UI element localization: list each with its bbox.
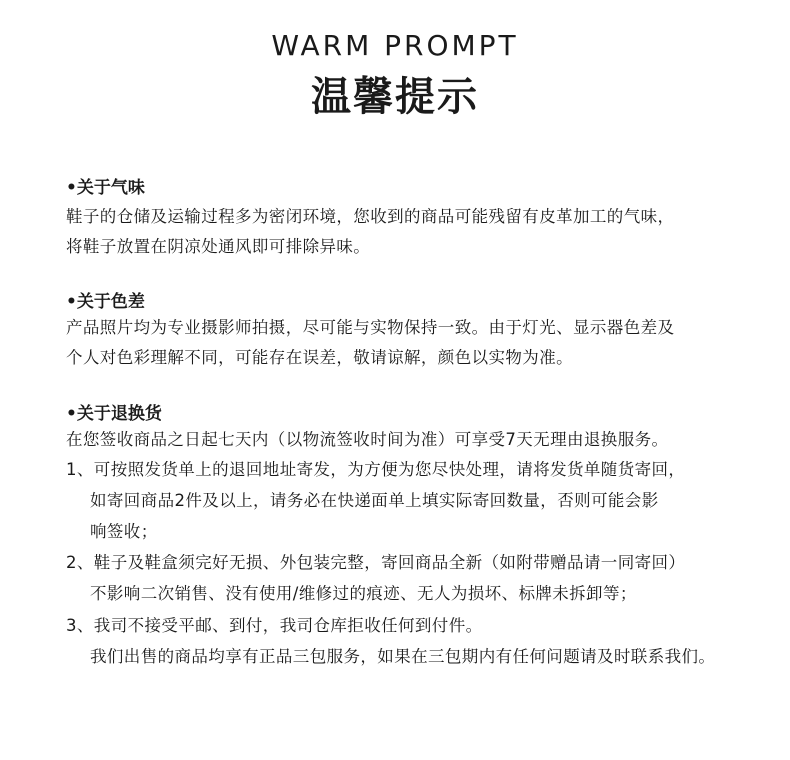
color-heading: •关于色差: [66, 292, 145, 312]
returns-line-6: 不影响二次销售、没有使用/维修过的痕迹、无人为损坏、标牌未拆卸等；: [90, 584, 637, 603]
returns-line-5: 2、鞋子及鞋盒须完好无损、外包装完整，寄回商品全新（如附带赠品请一同寄回）: [66, 553, 686, 572]
color-line-2: 个人对色彩理解不同，可能存在误差，敬请谅解，颜色以实物为准。: [66, 348, 573, 367]
returns-line-2: 1、可按照发货单上的退回地址寄发，为方便为您尽快处理，请将发货单随货寄回，: [66, 460, 686, 479]
returns-heading: •关于退换货: [66, 404, 162, 424]
smell-heading: •关于气味: [66, 178, 145, 198]
returns-line-7: 3、我司不接受平邮、到付，我司仓库拒收任何到付件。: [66, 616, 483, 635]
returns-line-1: 在您签收商品之日起七天内（以物流签收时间为准）可享受7天无理由退换服务。: [66, 430, 669, 449]
smell-line-2: 将鞋子放置在阴凉处通风即可排除异味。: [66, 237, 371, 256]
title-chinese: 温馨提示: [311, 74, 479, 120]
color-line-1: 产品照片均为专业摄影师拍摄，尽可能与实物保持一致。由于灯光、显示器色差及: [66, 318, 675, 337]
returns-line-8: 我们出售的商品均享有正品三包服务，如果在三包期内有任何问题请及时联系我们。: [90, 647, 716, 666]
returns-line-3: 如寄回商品2件及以上，请务必在快递面单上填实际寄回数量，否则可能会影: [90, 491, 659, 510]
title-english: WARM PROMPT: [271, 29, 519, 62]
returns-line-4: 响签收；: [90, 522, 158, 541]
smell-line-1: 鞋子的仓储及运输过程多为密闭环境，您收到的商品可能残留有皮革加工的气味，: [66, 207, 675, 226]
